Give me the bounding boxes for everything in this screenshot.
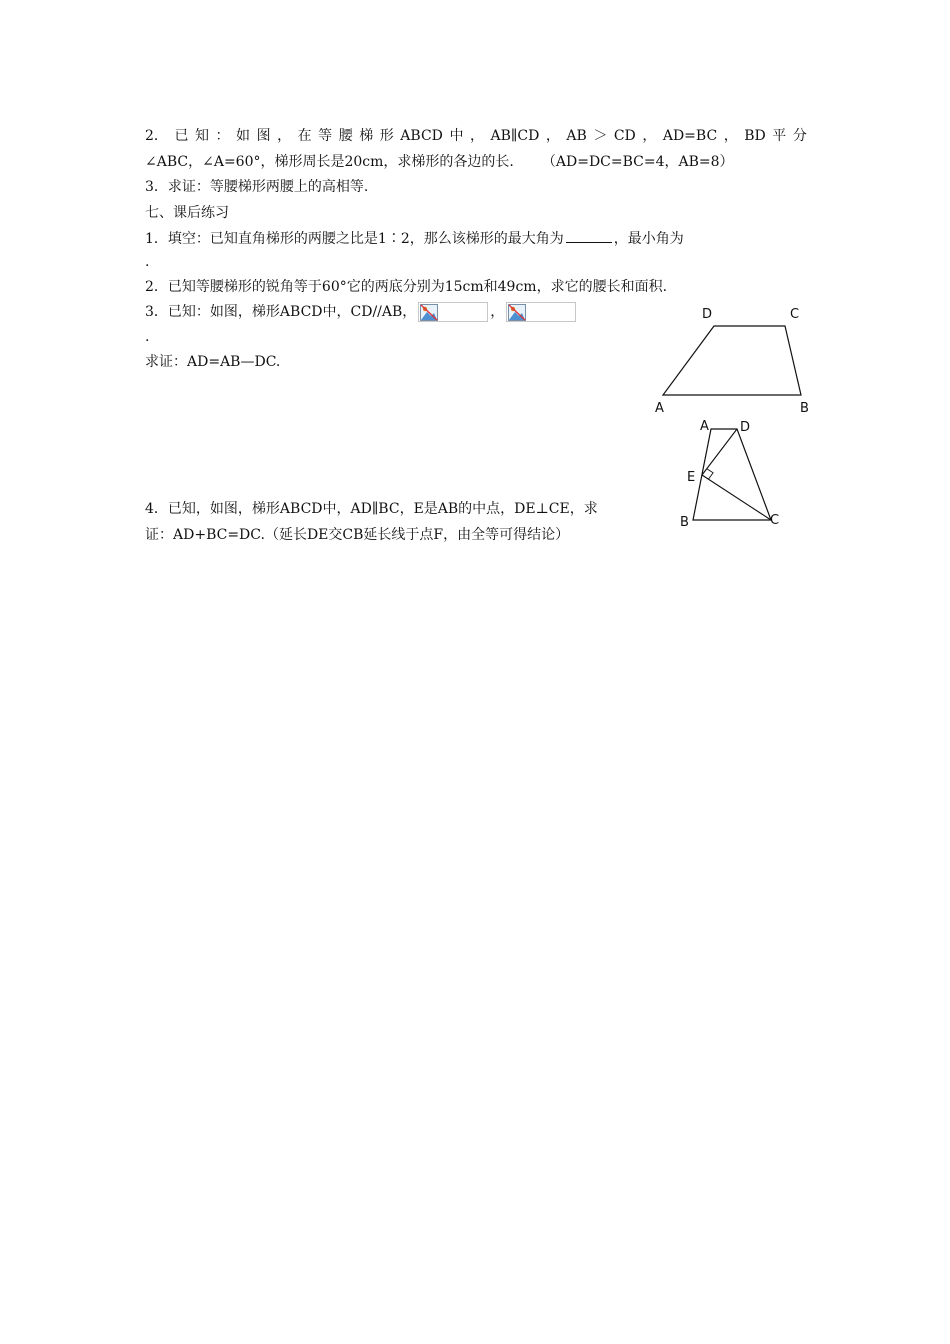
- q2-line1-part: ，: [277, 128, 292, 144]
- q2-line1-part: 知: [194, 128, 209, 144]
- ex2-statement: 2．已知等腰梯形的锐角等于60°它的两底分别为15cm和49cm，求它的腰长和面积.: [145, 279, 668, 295]
- q2-line1-part: 图: [256, 128, 271, 144]
- fig2-label-e: E: [687, 470, 696, 485]
- q2-line1-part: 已: [174, 128, 189, 144]
- q2-line1-part: ：: [215, 128, 230, 144]
- q2-line1-part: ，: [642, 128, 657, 144]
- trapezoid-figure: [650, 300, 820, 418]
- q2-line1-part: 腰: [338, 128, 353, 144]
- q2-line1-part: 等: [318, 128, 333, 144]
- q2-answer: （AD=DC=BC=4，AB=8）: [541, 154, 734, 170]
- q2-statement-text: ∠ABC，∠A=60°，梯形周长是20cm，求梯形的各边的长.: [145, 154, 514, 170]
- right-angle-mark: [707, 469, 713, 479]
- q2-line1-part: 形: [379, 128, 394, 144]
- fig1-label-b: B: [800, 401, 809, 416]
- fig1-label-a: A: [655, 401, 664, 416]
- ex3-continuation: .: [145, 329, 150, 345]
- ex3-prove: 求证：AD=AB—DC.: [145, 354, 281, 370]
- fig1-label-c: C: [790, 307, 800, 322]
- q2-line1-part: 如: [236, 128, 251, 144]
- q2-line1-part: 在: [297, 128, 312, 144]
- q2-statement-line1: [145, 126, 807, 146]
- q2-line1-part: ，: [723, 128, 738, 144]
- ex4-statement-line2: 证：AD+BC=DC.（延长DE交CB延长线于点F，由全等可得结论）: [145, 527, 570, 543]
- fig2-label-a: A: [700, 419, 709, 434]
- ex3-separator: ，: [490, 304, 505, 320]
- q2-line1-part: 中: [449, 128, 464, 144]
- ex3-statement: [145, 302, 578, 322]
- broken-image-icon: [506, 302, 576, 322]
- q2-line1-part: BD: [744, 128, 766, 144]
- q2-line1-part: CD: [613, 128, 636, 144]
- q2-line1-part: 梯: [359, 128, 374, 144]
- q3-statement: 3．求证：等腰梯形两腰上的高相等.: [145, 179, 369, 195]
- q2-line1-part: AB: [566, 128, 587, 144]
- broken-image-icon: [418, 302, 488, 322]
- ex4-statement-line1: 4．已知，如图，梯形ABCD中，AD∥BC，E是AB的中点，DE⊥CE，求: [145, 501, 598, 517]
- ex1-text-a: 1．填空：已知直角梯形的两腰之比是1∶2，那么该梯形的最大角为: [145, 231, 564, 247]
- ex1-statement: [145, 228, 684, 249]
- midpoint-trapezoid-figure: [675, 415, 795, 533]
- fig1-label-d: D: [702, 307, 713, 322]
- section-title: 七、课后练习: [145, 205, 229, 221]
- q2-line1-part: ，: [545, 128, 560, 144]
- ex1-answer-blank: [566, 228, 612, 243]
- q2-line1-part: ，: [469, 128, 484, 144]
- q2-line1-part: AD=BC: [662, 128, 718, 144]
- q2-statement-line2: [145, 152, 734, 172]
- q2-line1-part: ＞: [593, 128, 608, 144]
- ex1-text-b: ，最小角为: [613, 231, 684, 247]
- q2-line1-part: 平: [772, 128, 787, 144]
- segment-ce: [702, 475, 771, 520]
- fig2-label-d: D: [740, 420, 751, 435]
- trapezoid-shape: [693, 429, 771, 520]
- ex3-text-a: 3．已知：如图，梯形ABCD中，CD//AB，: [145, 304, 417, 320]
- q2-line1-part: AB∥CD: [490, 128, 540, 144]
- fig2-label-c: C: [770, 513, 780, 528]
- fig2-label-b: B: [680, 515, 689, 530]
- q2-line1-part: 分: [792, 128, 807, 144]
- segment-de: [702, 429, 737, 475]
- trapezoid-shape: [663, 326, 801, 395]
- q2-line1-part: ABCD: [400, 128, 443, 144]
- ex1-continuation: .: [145, 254, 150, 270]
- q2-line1-part: 2．: [145, 128, 168, 144]
